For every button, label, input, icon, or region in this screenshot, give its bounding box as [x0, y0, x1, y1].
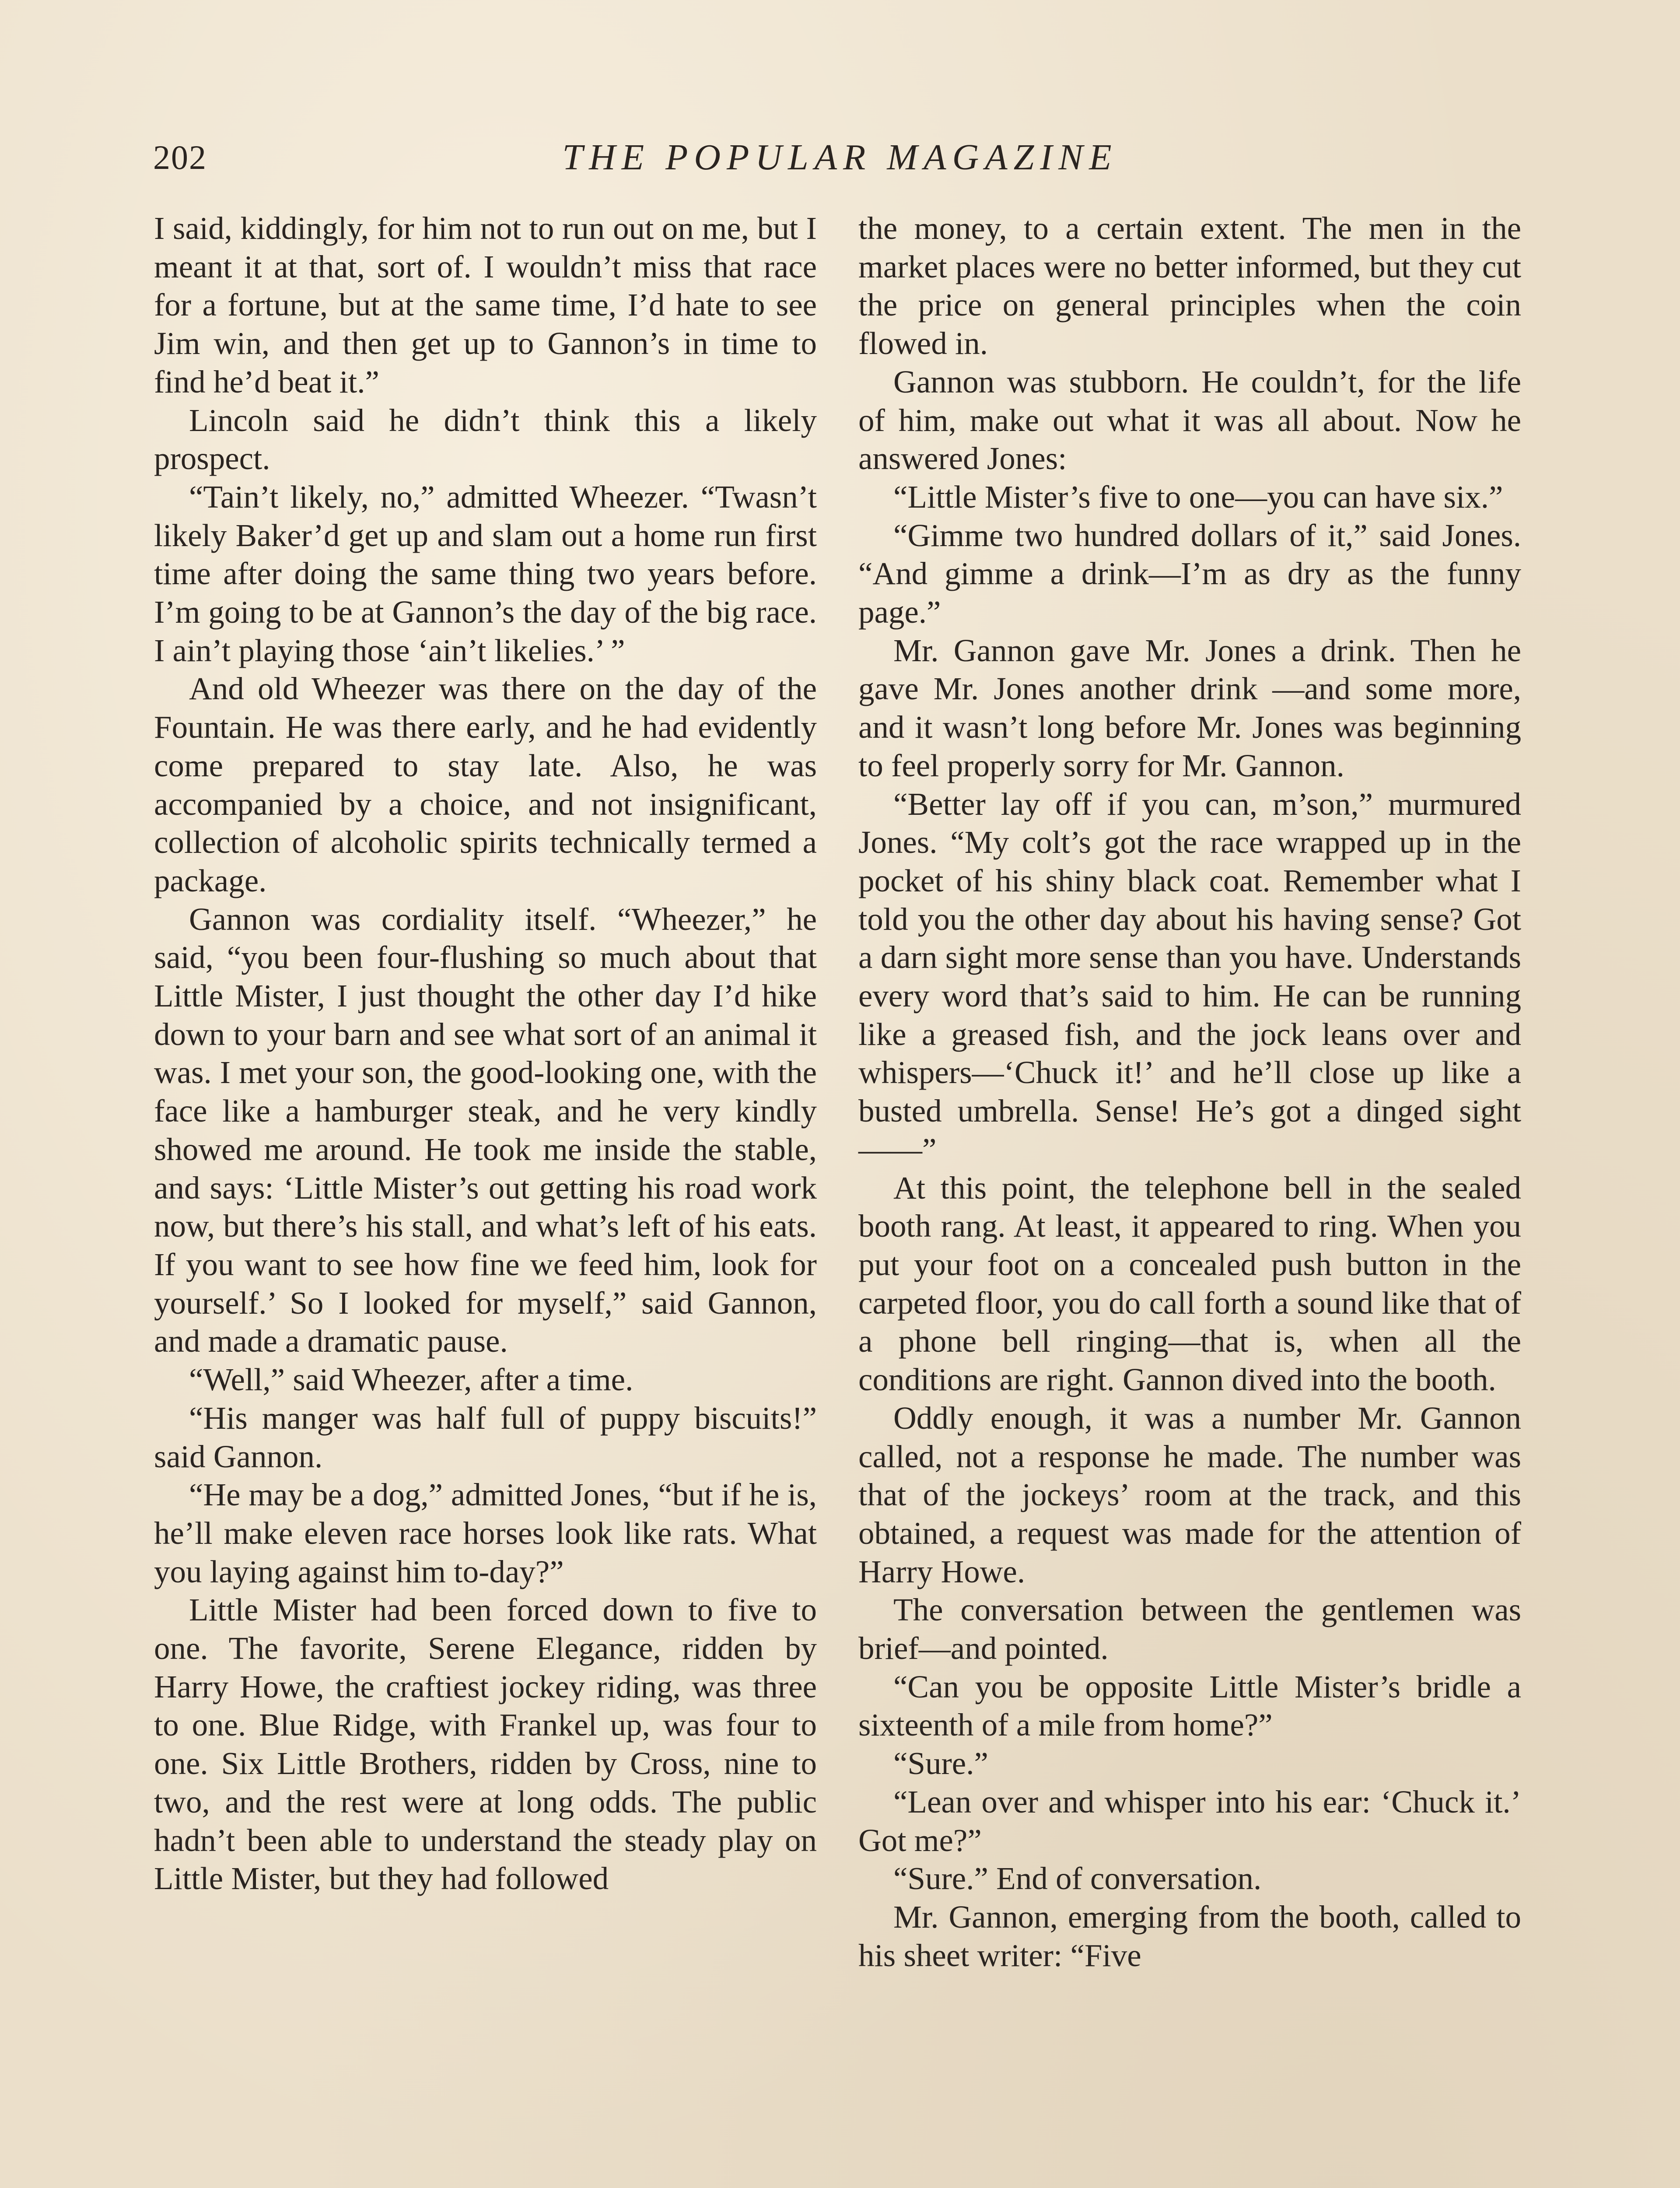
paragraph: “His manger was half full of puppy biscuits!” said Gannon.: [154, 1400, 817, 1474]
paragraph: “Lean over and whisper into his ear: ‘Chuck it.’ Got me?”: [858, 1784, 1521, 1858]
paragraph: Gannon was stubborn. He couldn’t, for the life of him, make out what it was all about. Now he answered Jones:: [858, 364, 1521, 477]
paragraph: “Well,” said Wheezer, after a time.: [189, 1362, 634, 1398]
paragraph: the money, to a certain extent. The men in the market places were no better informed, but they cut the price on general principles when the coin flowed in.: [858, 210, 1521, 361]
paragraph: Oddly enough, it was a number Mr. Gannon called, not a response he made. The number was that of the jockeys’ room at the track, and this obtained, a request was made for the attention of Harry Howe.: [858, 1400, 1521, 1589]
paragraph: I said, kiddingly, for him not to run out on me, but I meant it at that, sort of. I wouldn’t miss that race for a fortune, but at the same time, I’d hate to see Jim win, and then get up to Gannon’s in time to find he’d beat it.”: [154, 210, 817, 400]
page-number: 202: [153, 138, 207, 176]
paragraph: The conversation between the gentlemen was brief—and pointed.: [858, 1592, 1521, 1666]
right-column: [858, 209, 1521, 1974]
paragraph: “Little Mister’s five to one—you can have six.”: [893, 479, 1503, 515]
paragraph: Little Mister had been forced down to five to one. The favorite, Serene Elegance, ridden by Harry Howe, the craftiest jockey riding, was three to one. Blue Ridge, with Frankel up, was four to one. Six Little Brothers, ridden by Cross, nine to two, and the rest were at long odds. The public hadn’t been able to understand the steady play on Little Mister, but they had followed: [154, 1592, 817, 1897]
paragraph: At this point, the telephone bell in the sealed booth rang. At least, it appeared to ring. When you put your foot on a concealed push button in the carpeted floor, you do call forth a sound like that of a phone bell ringing—that is, when all the conditions are right. Gannon dived into the booth.: [858, 1170, 1521, 1398]
paragraph: “Can you be opposite Little Mister’s bridle a sixteenth of a mile from home?”: [858, 1669, 1521, 1743]
paragraph: Mr. Gannon gave Mr. Jones a drink. Then he gave Mr. Jones another drink —and some more, and it wasn’t long before Mr. Jones was beginning to feel properly sorry for Mr. Gannon.: [858, 632, 1521, 783]
paragraph: “Gimme two hundred dollars of it,” said Jones. “And gimme a drink—I’m as dry as the funny page.”: [858, 517, 1521, 630]
page-header: [153, 133, 1527, 182]
paragraph: And old Wheezer was there on the day of the Fountain. He was there early, and he had evidently come prepared to stay late. Also, he was accompanied by a choice, and not insignificant, collection of alcoholic spirits technically termed a package.: [154, 671, 817, 898]
paragraph: Gannon was cordiality itself. “Wheezer,” he said, “you been four-flushing so much about that Little Mister, I just thought the other day I’d hike down to your barn and see what sort of an animal it was. I met your son, the good-looking one, with the face like a hamburger steak, and he very kindly showed me around. He took me inside the stable, and says: ‘Little Mister’s out getting his road work now, but there’s his stall, and what’s left of his eats. If you want to see how fine we feed him, look for yourself.’ So I looked for myself,” said Gannon, and made a dramatic pause.: [154, 901, 817, 1359]
paragraph: “Tain’t likely, no,” admitted Wheezer. “Twasn’t likely Baker’d get up and slam out a home run first time after doing the same thing two years before. I’m going to be at Gannon’s the day of the big race. I ain’t playing those ‘ain’t likelies.’ ”: [154, 479, 817, 668]
paragraph: “He may be a dog,” admitted Jones, “but if he is, he’ll make eleven race horses look like rats. What you laying against him to-day?”: [154, 1477, 817, 1589]
paragraph: “Sure.”: [893, 1746, 988, 1781]
paragraph: “Better lay off if you can, m’son,” murmured Jones. “My colt’s got the race wrapped up in the pocket of his shiny black coat. Remember what I told you the other day about his having sense? Got a darn sight more sense than you have. Understands every word that’s said to him. He can be running like a greased fish, and the jock leans over and whispers—‘Chuck it!’ and he’ll close up like a busted umbrella. Sense! He’s got a dinged sight——”: [858, 786, 1521, 1167]
paragraph: Lincoln said he didn’t think this a likely prospect.: [154, 402, 817, 477]
left-column: [154, 209, 817, 1898]
running-title: THE POPULAR MAGAZINE: [562, 137, 1118, 178]
paragraph: “Sure.” End of conversation.: [893, 1861, 1262, 1897]
paragraph: Mr. Gannon, emerging from the booth, called to his sheet writer: “Five: [858, 1899, 1521, 1973]
